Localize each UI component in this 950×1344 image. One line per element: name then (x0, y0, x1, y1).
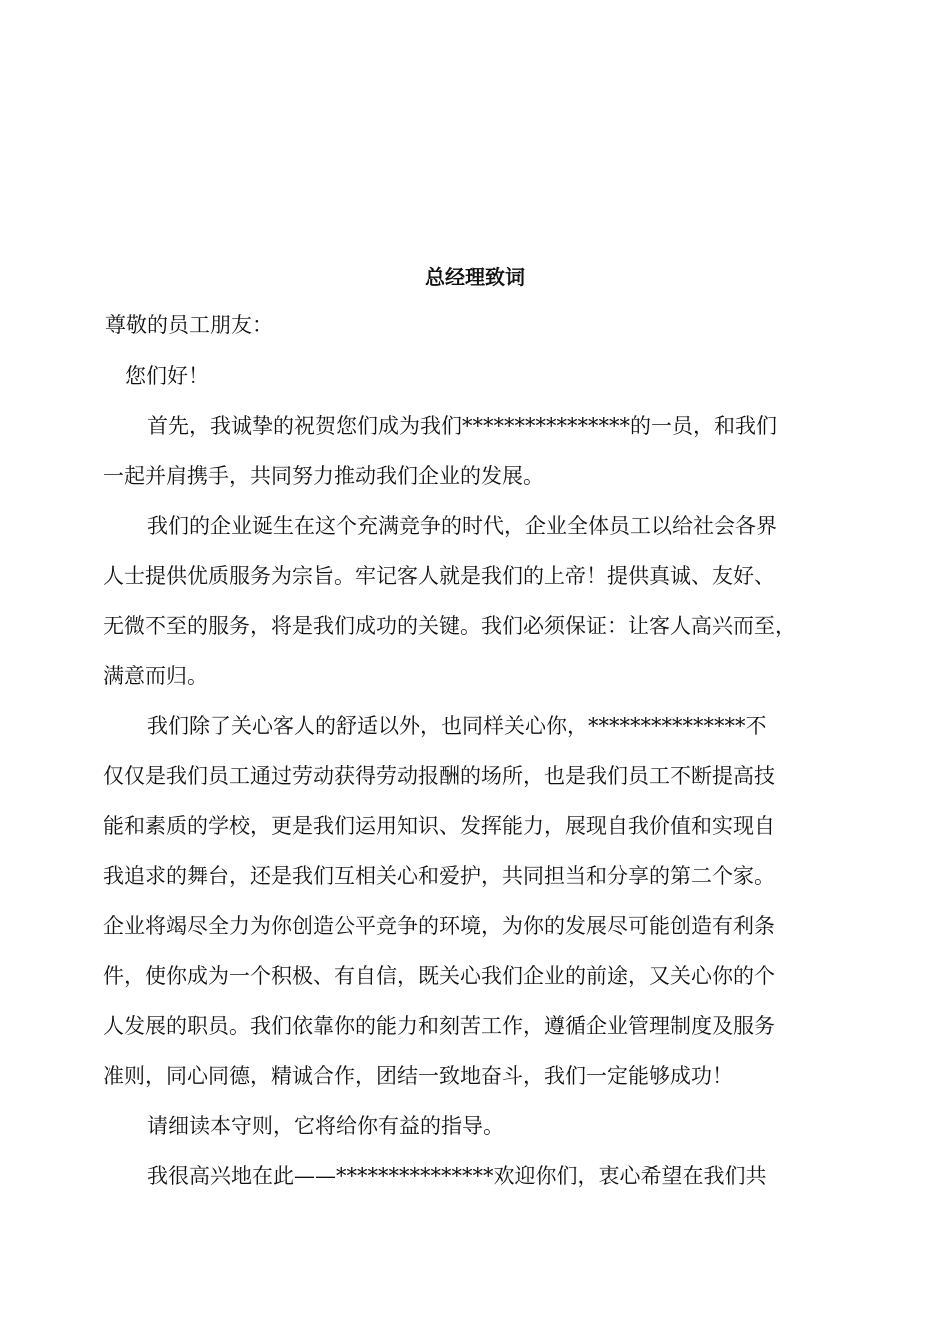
paragraph-line: 准则，同心同德，精诚合作，团结一致地奋斗，我们一定能够成功！ (103, 1064, 733, 1088)
paragraph-line: 我们除了关心客人的舒适以外，也同样关心你，***************不 (147, 714, 767, 738)
paragraph-line: 我很高兴地在此——***************欢迎你们，衷心希望在我们共 (147, 1164, 767, 1188)
paragraph-line: 我追求的舞台，还是我们互相关心和爱护，共同担当和分享的第二个家。 (103, 864, 775, 888)
paragraph-line: 人发展的职员。我们依靠你的能力和刻苦工作，遵循企业管理制度及服务 (103, 1014, 775, 1038)
paragraph-line: 一起并肩携手，共同努力推动我们企业的发展。 (103, 464, 544, 488)
greeting: 您们好！ (125, 364, 209, 388)
paragraph-line: 能和素质的学校，更是我们运用知识、发挥能力，展现自我价值和实现自 (103, 814, 775, 838)
paragraph-line: 仅仅是我们员工通过劳动获得劳动报酬的场所，也是我们员工不断提高技 (103, 764, 775, 788)
paragraph-line: 件，使你成为一个积极、有自信，既关心我们企业的前途，又关心你的个 (103, 964, 775, 988)
paragraph-line: 人士提供优质服务为宗旨。牢记客人就是我们的上帝！提供真诚、友好、 (103, 564, 775, 588)
paragraph-line: 请细读本守则，它将给你有益的指导。 (147, 1114, 504, 1138)
paragraph-line: 我们的企业诞生在这个充满竞争的时代，企业全体员工以给社会各界 (147, 514, 777, 538)
paragraph-line: 满意而归。 (103, 664, 208, 688)
paragraph-line: 企业将竭尽全力为你创造公平竞争的环境，为你的发展尽可能创造有利条 (103, 914, 775, 938)
paragraph-line: 首先，我诚挚的祝贺您们成为我们****************的一员，和我们 (147, 414, 777, 438)
paragraph-line: 无微不至的服务，将是我们成功的关键。我们必须保证：让客人高兴而至， (103, 614, 796, 638)
salutation: 尊敬的员工朋友： (105, 313, 273, 337)
document-title: 总经理致词 (425, 265, 525, 289)
